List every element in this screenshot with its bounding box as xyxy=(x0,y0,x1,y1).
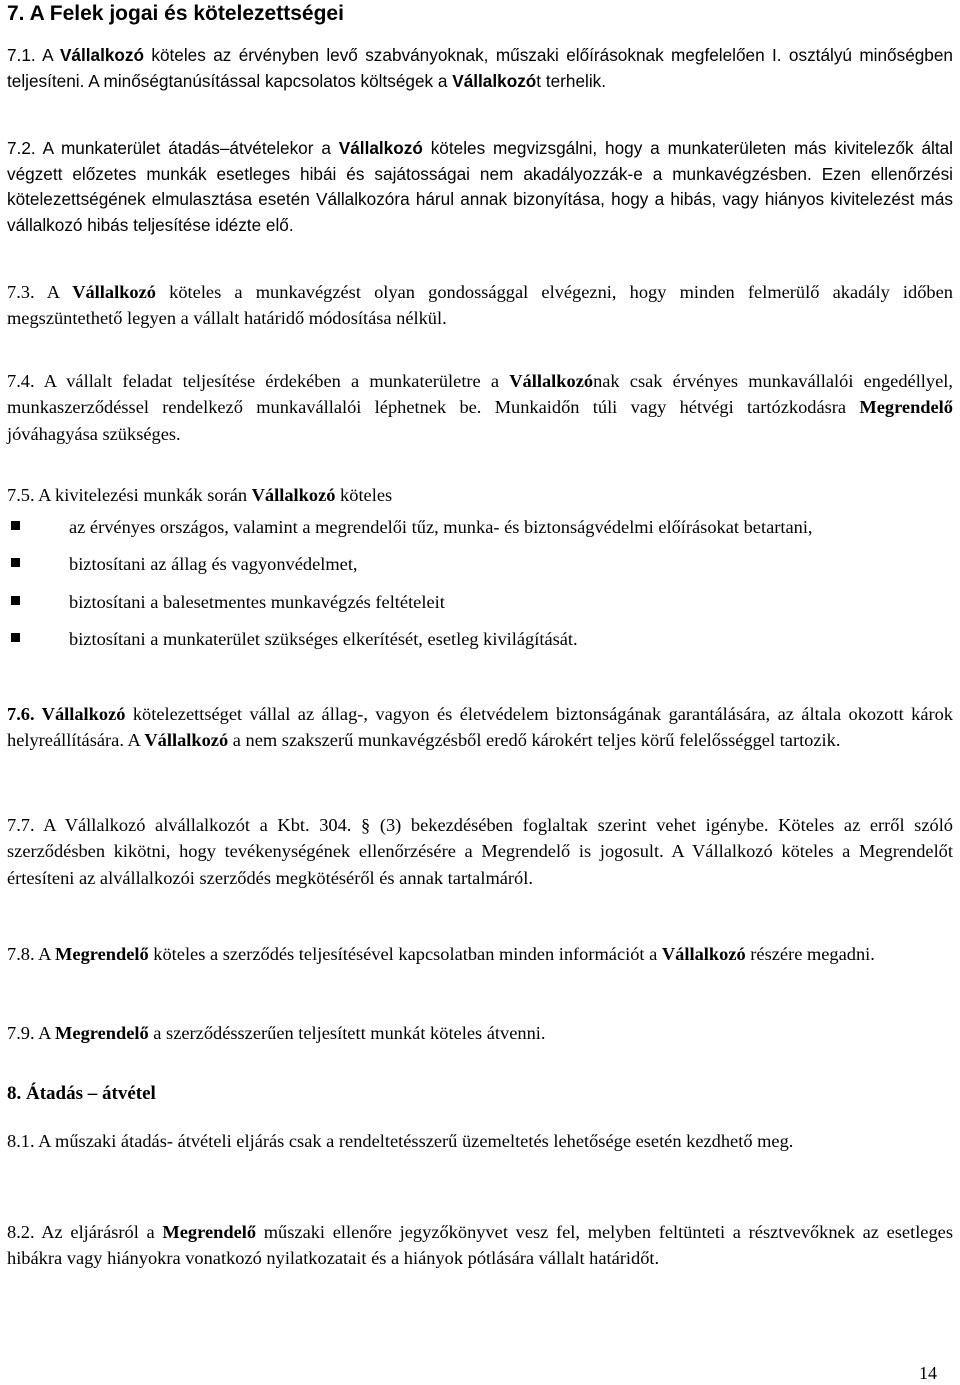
square-bullet-icon xyxy=(11,521,20,530)
square-bullet-icon xyxy=(11,558,20,567)
list-item: az érvényes országos, valamint a megrendelői tűz, munka- és biztonságvédelmi előírásokat betartani, xyxy=(7,514,953,540)
text-run: t terhelik. xyxy=(536,70,607,91)
bold-term: Megrendelő xyxy=(859,397,953,418)
paragraph-7-8 xyxy=(7,941,953,967)
bold-term: Vállalkozó xyxy=(72,282,156,302)
square-bullet-icon xyxy=(11,596,20,605)
bold-term: Vállalkozó xyxy=(251,485,336,505)
paragraph-7-7 xyxy=(7,812,953,891)
bold-term: Vállalkozó xyxy=(509,371,594,391)
paragraph-7-1 xyxy=(7,43,953,94)
text-run: köteles megvizsgálni, hogy a munkaterületen más kivitelezők által végzett előzetes munkák esetleges hibái és sajátosságai nem akadályozzák-e a munkavégzésben. Ezen ellenőrzési kötelezettségének elmulasztása esetén Vállalkozóra hárul annak bizonyítása, hogy a hibás, vagy hiányos kivitelezést más vállalkozó hibás teljesítése idézte elő. xyxy=(7,138,953,235)
list-item: biztosítani az állag és vagyonvédelmet, xyxy=(7,551,953,577)
text-run: nak csak érvényes munkavállalói engedéllyel, munkaszerződéssel rendelkező munkavállalói léphetnek be. Munkaidőn túli vagy hétvégi tartózkodásra xyxy=(7,371,953,418)
text-run: részére megadni. xyxy=(745,944,875,964)
bold-term: Vállalkozó xyxy=(661,944,746,964)
text-run: köteles xyxy=(335,485,393,505)
list-item: biztosítani a balesetmentes munkavégzés feltételeit xyxy=(7,589,953,615)
bold-term: Megrendelő xyxy=(55,1023,149,1043)
text-run: 7.4. A vállalt feladat teljesítése érdekében a munkaterületre a xyxy=(7,371,510,391)
text-run: 7.1. A xyxy=(7,45,60,65)
paragraph-7-2 xyxy=(7,136,953,238)
bold-term: Vállalkozó xyxy=(452,70,537,91)
text-run: 7.7. A Vállalkozó alvállalkozót a Kbt. 304. § (3) bekezdésében foglaltak szerint vehet igénybe. Köteles az erről szóló szerződésben kikötni, hogy tevékenységének ellenőrzésére a Megrendelő is jogosult. A Vállalkozó köteles a Megrendelőt értesíteni az alvállalkozói szerződés megkötéséről és annak tartalmáról. xyxy=(7,815,953,888)
paragraph-7-5 xyxy=(7,482,953,508)
paragraph-7-9 xyxy=(7,1020,953,1046)
section-8-heading: 8. Átadás – átvétel xyxy=(7,1083,156,1104)
text-run: 7.8. A xyxy=(7,944,56,964)
list-item: biztosítani a munkaterület szükséges elkerítését, esetleg kivilágítását. xyxy=(7,626,953,652)
page-number: 14 xyxy=(919,1363,937,1383)
text-run: köteles a munkavégzést olyan gondossággal elvégezni, hogy minden felmerülő akadály időben megszüntethető legyen a vállalt határidő módosítása nélkül. xyxy=(7,282,953,329)
text-run: jóváhagyása szükséges. xyxy=(7,423,181,444)
paragraph-7-3 xyxy=(7,279,953,332)
bold-term: Vállalkozó xyxy=(59,45,145,65)
text-run: 8.1. A műszaki átadás- átvételi eljárás csak a rendeltetésszerű üzemeltetés lehetősége esetén kezdhető meg. xyxy=(7,1131,794,1151)
bold-term: Megrendelő xyxy=(162,1222,257,1242)
obligations-list xyxy=(7,514,953,652)
paragraph-8-1 xyxy=(7,1128,953,1154)
bold-term: Vállalkozó xyxy=(144,730,229,751)
square-bullet-icon xyxy=(11,633,20,642)
paragraph-8-2 xyxy=(7,1219,953,1272)
bold-term: Megrendelő xyxy=(55,944,149,964)
section-7-heading: 7. A Felek jogai és kötelezettségei xyxy=(7,2,344,25)
text-run: 7.2. A munkaterület átadás–átvételekor a xyxy=(7,138,339,158)
paragraph-7-4 xyxy=(7,368,953,447)
bold-term: Vállalkozó xyxy=(338,138,423,158)
text-run: kötelezettséget vállal az állag-, vagyon és életvédelem biztonságának garantálására, az általa okozott károk helyreállítására. A xyxy=(7,704,953,751)
text-run: köteles a szerződés teljesítésével kapcsolatban minden információt a xyxy=(148,944,662,964)
text-run: köteles az érvényben levő szabványoknak, műszaki előírásoknak megfelelően I. osztályú minőségben teljesíteni. A minőségtanúsítással kapcsolatos költségek a xyxy=(7,45,953,91)
text-run: a szerződésszerűen teljesített munkát köteles átvenni. xyxy=(148,1023,546,1043)
bold-term: 7.6. Vállalkozó xyxy=(7,704,126,724)
text-run: műszaki ellenőre jegyzőkönyvet vesz fel, melyben feltünteti a résztvevőknek az esetleges hibákra vagy hiányokra vonatkozó nyilatkozatait és a hiányok pótlására vállalt határidőt. xyxy=(7,1222,953,1269)
text-run: 7.5. A kivitelezési munkák során xyxy=(7,485,252,505)
text-run: 7.3. A xyxy=(7,282,73,302)
text-run: 7.9. A xyxy=(7,1023,56,1043)
text-run: 8.2. Az eljárásról a xyxy=(7,1222,163,1242)
text-run: a nem szakszerű munkavégzésből eredő károkért teljes körű felelősséggel tartozik. xyxy=(228,730,841,751)
paragraph-7-6 xyxy=(7,701,953,754)
